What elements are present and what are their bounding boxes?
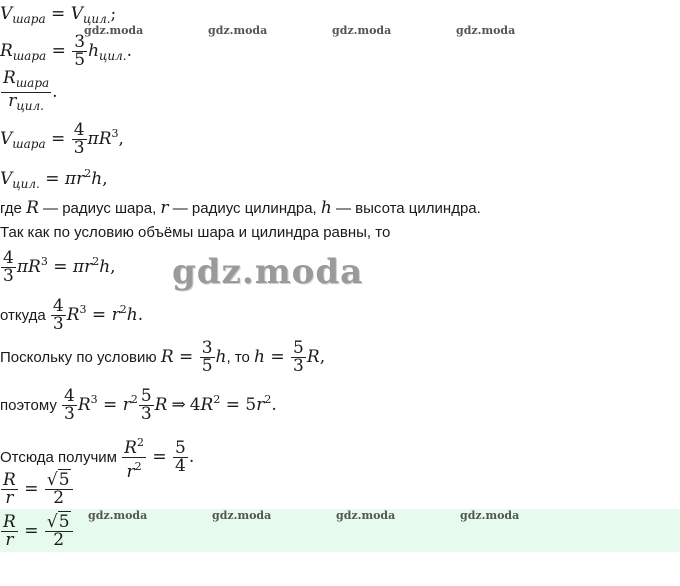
watermark: gdz.moda bbox=[208, 24, 268, 37]
eq-hence: Отсюда получим $\frac{R^2}{r^2}$ = $\frac{5}{4}$ . bbox=[0, 436, 195, 482]
watermark: gdz.moda bbox=[84, 24, 144, 37]
eq-ratio: $\frac{R}{r}$ = $\frac{√5}{2}$ bbox=[0, 472, 74, 507]
eq-whence: откуда $\frac{4}{3}$ $R^3 = r^2h$. bbox=[0, 296, 144, 334]
eq-volume-equal: $V_{шара} = V_{цил.}$; bbox=[0, 4, 117, 26]
eq-radius-ratio: $\frac{R_{шара}}{r_{цил.}}$ . bbox=[3, 68, 58, 113]
watermark: gdz.moda bbox=[332, 24, 392, 37]
watermark: gdz.moda bbox=[456, 24, 516, 37]
text-condition: Так как по условию объёмы шара и цилиндра равны, то bbox=[0, 224, 391, 241]
eq-substitution: Поскольку по условию R = $\frac{3}{5}$ h, то h = $\frac{5}{3}$ R, bbox=[0, 338, 326, 376]
eq-volumes: $\frac{4}{3}$ $\pi R^3 = \pi r^2h$, bbox=[3, 248, 116, 286]
eq-therefore: поэтому $\frac{4}{3}$ $R^3 = r^2$ $\frac{5}{3}$ R ⇒ $4R^2 = 5r^2$. bbox=[0, 386, 277, 424]
eq-cylinder-volume: $V_{цил.} = \pi r^2h$, bbox=[0, 167, 108, 191]
answer: $\frac{R}{r}$ = $\frac{√5}{2}$ bbox=[0, 514, 74, 549]
watermark: gdz.moda bbox=[212, 509, 272, 522]
watermark: gdz.moda bbox=[336, 509, 396, 522]
watermark: gdz.moda bbox=[88, 509, 148, 522]
eq-sphere-volume: $V_{шара}$ = $\frac{4}{3}$ $\pi R^3$, bbox=[0, 120, 124, 158]
watermark: gdz.moda bbox=[460, 509, 520, 522]
eq-radius-height: $R_{шара}$ = $\frac{3}{5}$ $h_{цил.}$. bbox=[0, 32, 132, 70]
watermark-large: gdz.moda bbox=[172, 252, 364, 292]
text-definitions: где R — радиус шара, r — радиус цилиндра, h — высота цилиндра. bbox=[0, 198, 481, 218]
